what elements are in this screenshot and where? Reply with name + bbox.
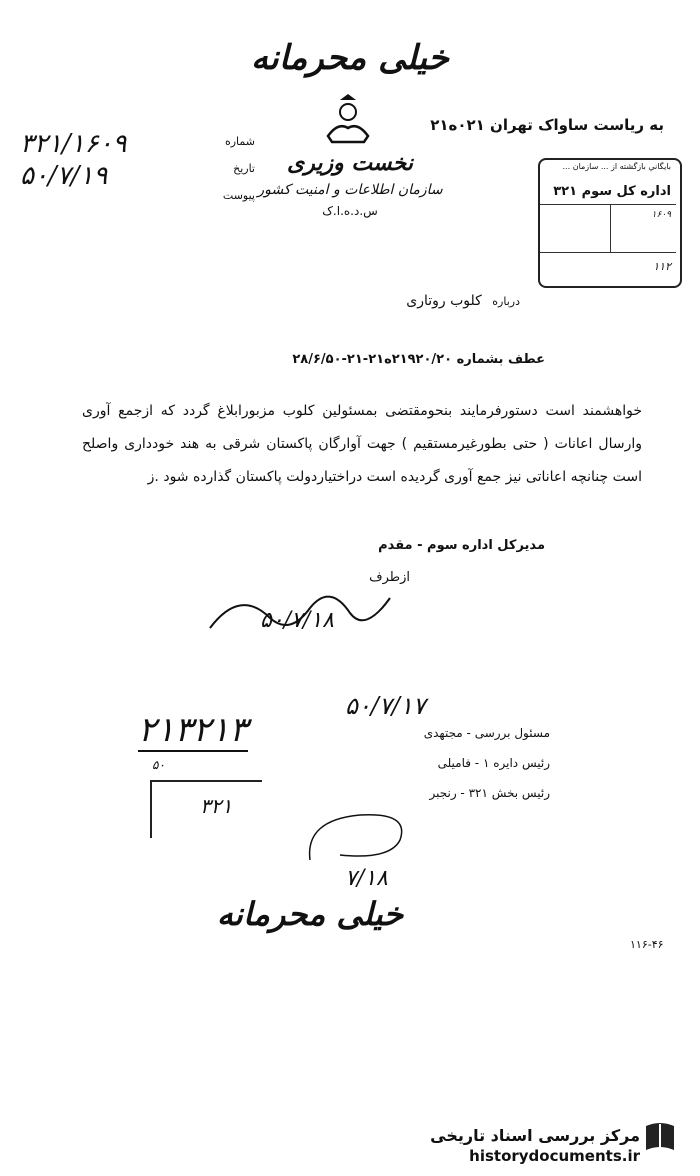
officials-list [230,718,550,808]
signature-date: ۵۰/۷/۱۸ [260,608,334,633]
from-label: ازطرف [369,570,410,585]
stamp-line: ۱۶۰۹ [651,210,671,220]
number-value: ۳۲۱/۱۶۰۹ [20,129,127,159]
document-number: ۲۱۳۲۱۳ [138,710,248,750]
subject-value: کلوب روتاری [406,293,482,309]
handwritten-code: ۷/۱۸ [345,866,388,891]
attachment-label: پیوست [222,189,255,202]
official-line: مسئول بررسی - مجتهدی [423,726,550,740]
stamp-divider [540,204,676,205]
classification-header: خیلی محرمانه [251,38,449,78]
archive-url: historydocuments.ir [469,1147,640,1165]
classification-footer: خیلی محرمانه [216,895,404,933]
official-line: رئیس بخش ۳۲۱ - رنجبر [429,786,550,800]
stamp-line: بايگاني بازگشته از ... سازمان ... [562,162,671,171]
number-label: شماره [224,135,255,148]
meta-values [20,128,180,192]
recipient-line: به ریاست ساواک تهران ۰۲۱ه۲۱ [430,116,664,134]
org-title: نخست وزیری [287,150,413,176]
received-date: ۵۰/۷/۱۷ [345,692,426,720]
org-subtitle: سازمان اطلاعات و امنیت کشور [257,182,443,198]
reference-line: عطف بشماره ۲۱۹۲۰/۲۰ه۲۱-۲۱-۲۸/۶/۵۰ [292,352,545,367]
letter-body: خواهشمند است دستورفرمایند بنحومقتضی بمسئولین کلوب مزبورابلاغ گردد که ازجمع آوری وارسال اعانات ( حتی بطورغیرمستقیم ) جهت آوارگان پاکستان شرقی به هند خودداری واصلح است چنانچه اعاناتی نیز جمع آوری گردیده است دراختیاردولت پاکستان گذارده شود .ز [82,403,642,485]
organization-block [250,150,450,218]
stamp-divider [540,252,676,253]
meta-labels [195,128,255,209]
routing-stamp-mark: ۵۰ [152,758,165,772]
org-code: س.د.ه.ا.ک [322,204,378,218]
archive-footer [430,1126,640,1165]
stamp-line: اداره کل سوم ۳۲۱ [553,184,671,199]
date-value: ۵۰/۷/۱۹ [20,161,108,191]
subject-label: درباره [492,295,520,308]
subject-line [406,293,520,309]
signature-block [200,568,430,658]
lion-and-sun-emblem-icon [318,92,378,152]
routing-stamp-number: ۳۲۱ [200,794,233,818]
archive-logo-icon [640,1118,680,1158]
director-line: مدیرکل اداره سوم - مقدم [378,538,545,553]
date-label: تاریخ [233,162,255,175]
official-line: رئیس دایره ۱ - فامیلی [437,756,550,770]
stamp-line: ۱۱۲ [653,260,671,273]
archive-name: مرکز بررسی اسناد تاریخی [430,1126,640,1145]
page-reference: ۱۱۶-۴۶ [630,938,664,951]
